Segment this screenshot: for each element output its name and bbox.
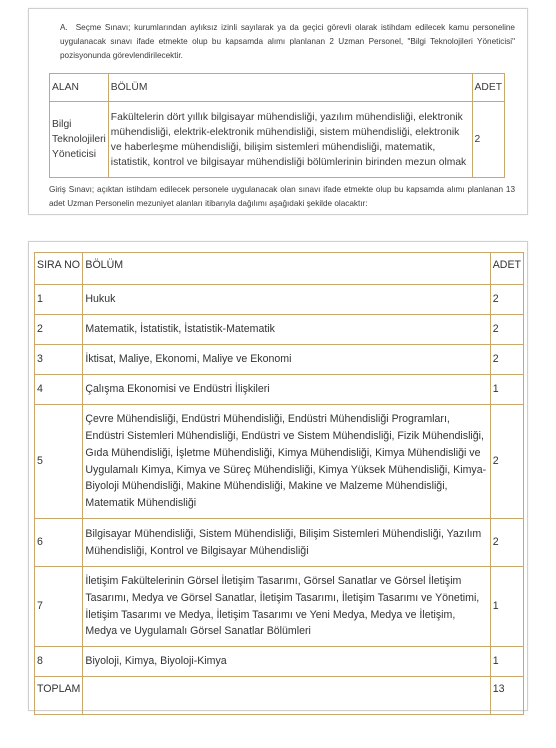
header-alan: ALAN <box>50 74 109 102</box>
header-sira-no: SIRA NO <box>35 253 83 285</box>
table-row <box>50 102 505 178</box>
table-total-row <box>35 677 524 715</box>
row-bolum: Çevre Mühendisliği, Endüstri Mühendisliği, Endüstri Mühendisliği Programları, Endüstri Sistemleri Mühendisliği, Endüstri ve Sistem Mühendisliği, Fizik Mühendisliği, Gıda Mühendisliği, İşletme Mühendisliği, Kimya Mühendisliği, Kimya Mühendisliği ve Uygulamalı Kimya, Kimya ve Süreç Mühendisliği, Kimya Yüksek Mühendisliği, Kimya-Biyoloji Mühendisliği, Makine Mühendisliği, Makine ve Malzeme Mühendisliği, Matematik Mühendisliği <box>83 405 490 519</box>
row-adet: 1 <box>490 567 523 647</box>
row-adet: 2 <box>490 285 523 315</box>
row-number: 2 <box>35 315 83 345</box>
row-number: 3 <box>35 345 83 375</box>
table-header-row <box>50 74 505 102</box>
row-adet: 1 <box>490 375 523 405</box>
table-row <box>35 315 524 345</box>
row-bolum: Matematik, İstatistik, İstatistik-Matematik <box>83 315 490 345</box>
row-number: 5 <box>35 405 83 519</box>
row-bolum: Biyoloji, Kimya, Biyoloji-Kimya <box>83 647 490 677</box>
header-bolum: BÖLÜM <box>108 74 472 102</box>
row-number: 1 <box>35 285 83 315</box>
total-label: TOPLAM <box>35 677 83 715</box>
table-row <box>35 345 524 375</box>
header-adet: ADET <box>472 74 504 102</box>
row-bolum: Çalışma Ekonomisi ve Endüstri İlişkileri <box>83 375 490 405</box>
table-row <box>35 567 524 647</box>
row-bolum: İletişim Fakültelerinin Görsel İletişim Tasarımı, Görsel Sanatlar ve Görsel İletişim Tasarımı, Medya ve Görsel Sanatlar, İletişim Tasarımı, İletişim Tasarımı ve Yönetimi, İletişim Tasarımı ve Medya, İletişim Tasarımı ve Yeni Medya, Medya ve İletişim, Medya ve Uygulamalı Görsel Sanatlar Bölümleri <box>83 567 490 647</box>
cell-bolum: Fakültelerin dört yıllık bilgisayar mühendisliği, yazılım mühendisliği, elektronik mühendisliği, elektrik-elektronik mühendisliği, sistem mühendisliği, elektronik ve haberleşme mühendisliği, bilişim sistemleri mühendisliği, matematik, istatistik, kontrol ve bilgisayar mühendisliği bölümlerinin birinden mezun olmak <box>108 102 472 178</box>
row-bolum: Bilgisayar Mühendisliği, Sistem Mühendisliği, Bilişim Sistemleri Mühendisliği, Yazılım Mühendisliği, Kontrol ve Bilgisayar Mühendisliği <box>83 519 490 567</box>
table-row <box>35 375 524 405</box>
header-adet: ADET <box>490 253 523 285</box>
distribution-table-card <box>28 241 528 711</box>
row-adet: 2 <box>490 315 523 345</box>
table-row <box>35 405 524 519</box>
row-bolum: İktisat, Maliye, Ekonomi, Maliye ve Ekonomi <box>83 345 490 375</box>
distribution-table <box>34 252 524 715</box>
total-bolum <box>83 677 490 715</box>
row-number: 4 <box>35 375 83 405</box>
section-a-paragraph <box>60 21 515 63</box>
row-number: 6 <box>35 519 83 567</box>
header-bolum: BÖLÜM <box>83 253 490 285</box>
section-b-paragraph: Giriş Sınavı; açıktan istihdam edilecek personele uygulanacak olan sınavı ifade etmekte olup bu kapsamda alımı planlanan 13 adet Uzman Personelin mezuniyet alanları itibarıyla dağılımı aşağıdaki şekilde olacaktır: <box>49 185 515 208</box>
cell-alan: Bilgi Teknolojileri Yöneticisi <box>50 102 109 178</box>
table-row <box>35 285 524 315</box>
table-row <box>35 519 524 567</box>
row-number: 7 <box>35 567 83 647</box>
row-adet: 2 <box>490 345 523 375</box>
section-a-label: A. <box>60 23 68 32</box>
row-adet: 1 <box>490 647 523 677</box>
table-header-row <box>35 253 524 285</box>
section-a-text: Seçme Sınavı; kurumlarından aylıksız izinli sayılarak ya da geçici görevli olarak istihdam edilecek kamu personeline uygulanacak sınavı ifade etmekte olup bu kapsamda alımı planlanan 2 Uzman Personel, "Bilgi Teknolojileri Yöneticisi" pozisyonunda görevlendirilecektir. <box>60 23 515 60</box>
total-adet: 13 <box>490 677 523 715</box>
row-bolum: Hukuk <box>83 285 490 315</box>
selection-exam-table <box>49 73 505 178</box>
row-number: 8 <box>35 647 83 677</box>
table-row <box>35 647 524 677</box>
recruitment-section-card <box>28 8 528 215</box>
row-adet: 2 <box>490 519 523 567</box>
cell-adet: 2 <box>472 102 504 178</box>
row-adet: 2 <box>490 405 523 519</box>
